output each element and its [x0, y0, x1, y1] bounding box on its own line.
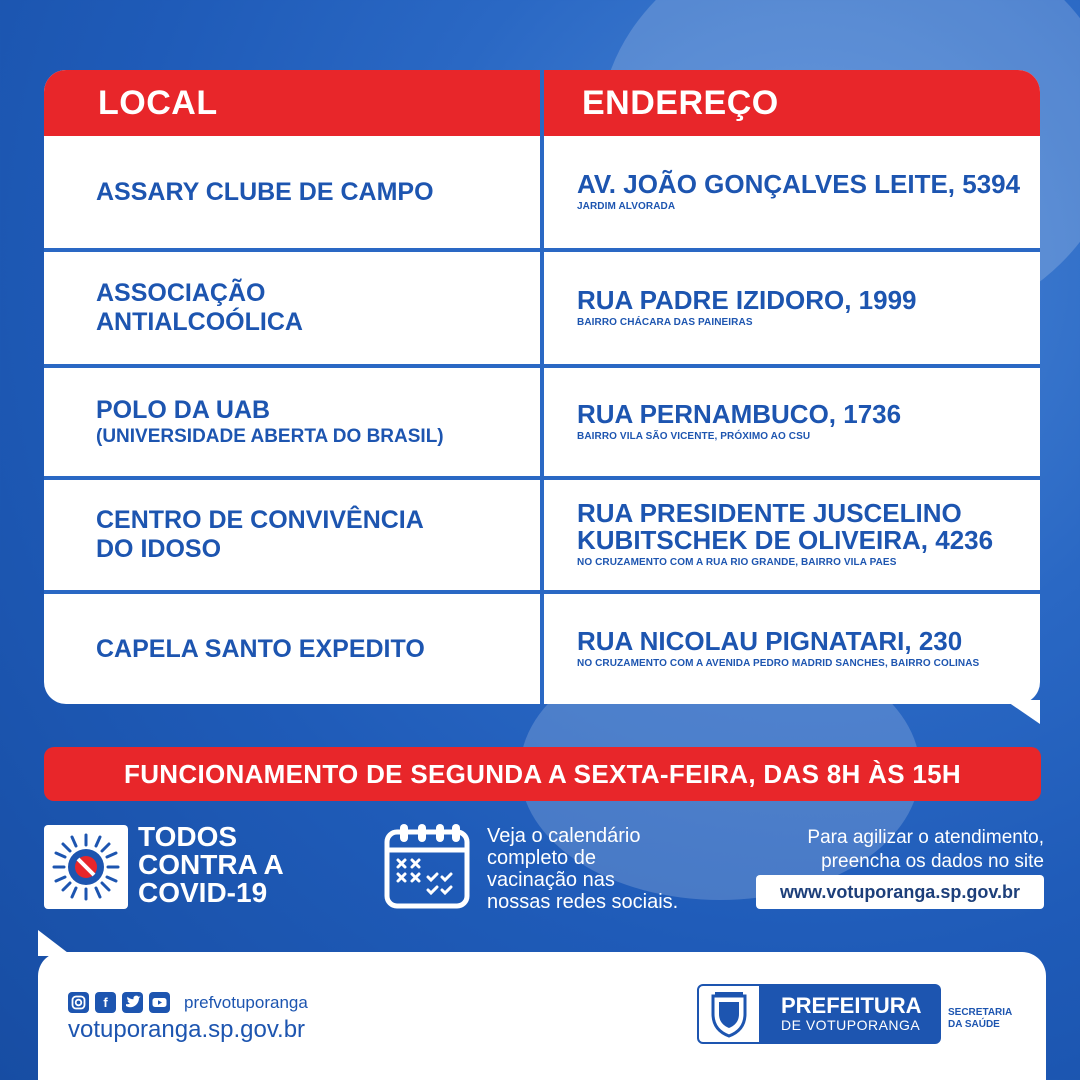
website-link[interactable]: www.votuporanga.sp.gov.br: [756, 875, 1044, 909]
logo-sub: DE VOTUPORANGA: [781, 1017, 921, 1033]
address-cell: [540, 168, 1021, 214]
address-main: RUA PERNAMBUCO, 1736: [577, 398, 902, 429]
table-row: [44, 252, 1040, 364]
footer-domain[interactable]: votuporanga.sp.gov.br: [68, 1016, 306, 1043]
note-line: completo de: [487, 847, 596, 869]
note-line: nossas redes sociais.: [487, 891, 679, 913]
local-name: CAPELA SANTO EXPEDITO: [96, 634, 425, 663]
address-cell: [540, 500, 1000, 570]
social-links: [68, 992, 308, 1013]
logo-main: PREFEITURA: [781, 993, 922, 1018]
address-detail: NO CRUZAMENTO COM A RUA RIO GRANDE, BAIRRO VILA PAES: [577, 557, 897, 568]
department-line: SECRETARIA: [948, 1007, 1013, 1018]
local-subtitle: (UNIVERSIDADE ABERTA DO BRASIL): [96, 425, 444, 447]
site-note: [807, 826, 1044, 874]
speech-tail: [1005, 700, 1040, 724]
department-line: DA SAÚDE: [948, 1019, 1000, 1030]
campaign-title: [138, 823, 284, 907]
address-main: AV. JOÃO GONÇALVES LEITE, 5394: [577, 168, 1021, 199]
local-name: CENTRO DE CONVIVÊNCIA DO IDOSO: [96, 506, 423, 563]
local-cell: [44, 279, 364, 337]
local-cell: [44, 635, 540, 664]
twitter-icon[interactable]: [122, 992, 143, 1013]
address-cell: [540, 398, 902, 444]
address-cell: [540, 284, 917, 330]
local-cell: [44, 506, 444, 564]
note-line: Para agilizar o atendimento,: [807, 827, 1044, 848]
calendar-note: [487, 825, 727, 913]
schedule-banner: FUNCIONAMENTO DE SEGUNDA A SEXTA-FEIRA, DAS 8H ÀS 15H: [44, 747, 1041, 801]
table-row: [44, 136, 1040, 248]
address-main: RUA PRESIDENTE JUSCELINO KUBITSCHEK DE OLIVEIRA, 4236: [577, 498, 994, 555]
campaign-line: CONTRA A: [138, 849, 284, 880]
address-cell: [540, 625, 980, 671]
locations-table: [44, 70, 1040, 704]
address-detail: BAIRRO VILA SÃO VICENTE, PRÓXIMO AO CSU: [577, 430, 811, 442]
local-cell: [44, 396, 540, 449]
header-local: LOCAL: [98, 84, 218, 122]
local-name: ASSOCIAÇÃO ANTIALCOÓLICA: [96, 279, 303, 336]
facebook-icon[interactable]: f: [95, 992, 116, 1013]
prefeitura-wordmark: [761, 984, 941, 1044]
header-address: ENDEREÇO: [582, 84, 779, 122]
address-detail: JARDIM ALVORADA: [577, 200, 676, 212]
covid-campaign-icon: [44, 825, 128, 909]
address-main: RUA PADRE IZIDORO, 1999: [577, 284, 917, 315]
note-line: preencha os dados no site: [821, 851, 1044, 872]
department-label: [948, 1007, 1012, 1031]
table-row: [44, 368, 1040, 476]
table-row: [44, 480, 1040, 590]
note-line: vacinação nas: [487, 869, 615, 891]
local-cell: [44, 178, 540, 207]
address-detail: BAIRRO CHÁCARA DAS PAINEIRAS: [577, 316, 753, 328]
youtube-icon[interactable]: [149, 992, 170, 1013]
note-line: Veja o calendário: [487, 825, 641, 847]
social-handle[interactable]: prefvotuporanga: [184, 992, 308, 1012]
calendar-icon: [384, 822, 470, 915]
campaign-line: TODOS: [138, 821, 238, 852]
instagram-icon[interactable]: [68, 992, 89, 1013]
table-row: [44, 594, 1040, 704]
local-name: ASSARY CLUBE DE CAMPO: [96, 177, 434, 206]
campaign-line: COVID-19: [138, 877, 268, 908]
address-main: RUA NICOLAU PIGNATARI, 230: [577, 625, 963, 656]
address-detail: NO CRUZAMENTO COM A AVENIDA PEDRO MADRID SANCHES, BAIRRO COLINAS: [577, 657, 980, 669]
prefeitura-logo: [697, 984, 941, 1044]
city-crest-icon: [697, 984, 761, 1044]
local-name: POLO DA UAB: [96, 395, 271, 424]
